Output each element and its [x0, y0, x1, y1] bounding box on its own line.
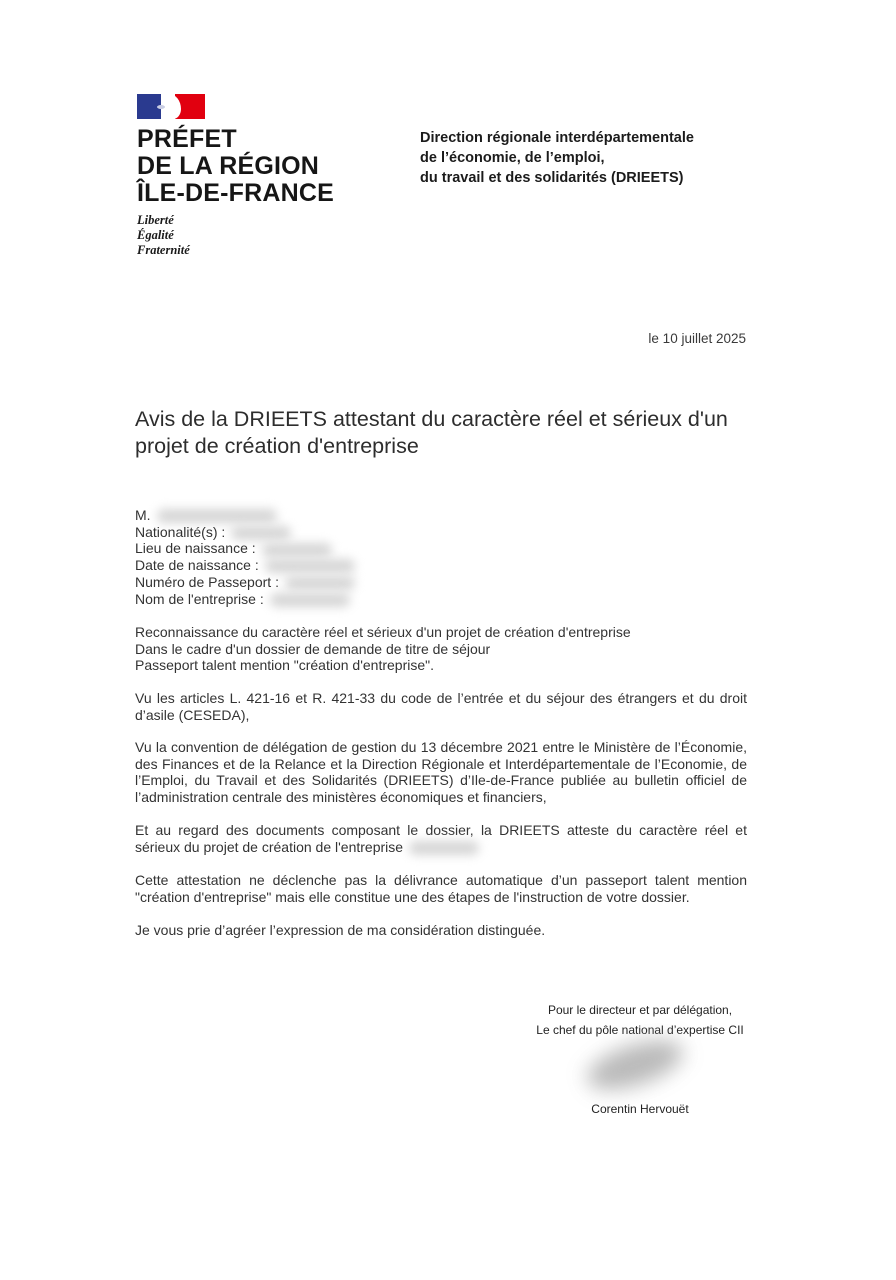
redacted-value [270, 593, 350, 607]
identity-label: M. [135, 507, 151, 523]
redacted-value [262, 543, 332, 557]
letter-date: le 10 juillet 2025 [648, 331, 746, 346]
republic-motto [137, 213, 337, 258]
motto-line: Liberté [137, 213, 174, 227]
issuing-authority [420, 128, 694, 188]
prefet-title-line: DE LA RÉGION [137, 152, 320, 180]
notice-paragraph: Cette attestation ne déclenche pas la délivrance automatique d’un passeport talent mention "création d'entreprise" mais elle constitue une des étapes de l'instruction de votre dossier. [135, 872, 747, 905]
prefet-title-line: PRÉFET [137, 125, 237, 153]
recognition-line: Dans le cadre d'un dossier de demande de titre de séjour [135, 640, 491, 657]
signature-line: Le chef du pôle national d’expertise CII [536, 1022, 744, 1037]
authority-line: Direction régionale interdépartementale [420, 130, 694, 146]
articles-paragraph: Vu les articles L. 421-16 et R. 421-33 du code de l’entrée et du séjour des étrangers et du droit d’asile (CESEDA), [135, 690, 747, 723]
document-title: Avis de la DRIEETS attestant du caractère réel et sérieux d'un projet de création d'entreprise [135, 407, 728, 458]
motto-line: Fraternité [137, 243, 190, 257]
identity-row-name [135, 507, 355, 524]
recognition-line: Passeport talent mention "création d'entreprise". [135, 657, 434, 674]
identity-label: Nom de l'entreprise : [135, 590, 264, 607]
redacted-value [265, 559, 355, 573]
recognition-paragraph [135, 624, 747, 674]
authority-line: du travail et des solidarités (DRIEETS) [420, 170, 684, 186]
authority-line: de l’économie, de l’emploi, [420, 150, 605, 166]
prefet-title-line: ÎLE-DE-FRANCE [137, 179, 335, 207]
convention-paragraph: Vu la convention de délégation de gestion du 13 décembre 2021 entre le Ministère de l’Économie, des Finances et de la Relance et la Direction Régionale et Interdépartementale de l’Economie, de l’Emploi, du Travail et des Solidarités (DRIEETS) d’Ile-de-France publiée au bulletin officiel de l’administration centrale des ministères économiques et financiers, [135, 739, 747, 806]
signature-block [520, 1001, 760, 1040]
prefet-title [137, 126, 337, 207]
redacted-company-name [409, 841, 479, 855]
signature-line: Pour le directeur et par délégation, [547, 1003, 733, 1017]
signer-name: Corentin Hervouët [591, 1102, 689, 1116]
motto-line: Égalité [137, 228, 174, 242]
prefet-logo [137, 94, 337, 258]
marianne-flag-icon [137, 94, 205, 119]
attestation-text: Et au regard des documents composant le dossier, la DRIEETS atteste du caractère réel et sérieux du projet de création de l'entreprise [135, 822, 747, 855]
redacted-signature [581, 1031, 688, 1100]
redacted-value [285, 576, 355, 590]
identity-label: Numéro de Passeport : [135, 573, 279, 590]
identity-label: Date de naissance : [135, 557, 259, 574]
identity-row-passport [135, 574, 355, 591]
identity-label: Nationalité(s) : [135, 523, 226, 540]
attestation-paragraph [135, 822, 747, 855]
identity-row-nationality [135, 524, 355, 541]
identity-row-birthdate [135, 557, 355, 574]
redacted-value [157, 509, 277, 523]
identity-label: Lieu de naissance : [135, 540, 256, 557]
recognition-line: Reconnaissance du caractère réel et sérieux d'un projet de création d'entreprise [135, 624, 631, 640]
redacted-value [231, 526, 291, 540]
identity-row-company [135, 591, 355, 608]
applicant-identity [135, 507, 355, 607]
identity-row-birthplace [135, 540, 355, 557]
closing-paragraph: Je vous prie d’agréer l’expression de ma considération distinguée. [135, 922, 546, 938]
